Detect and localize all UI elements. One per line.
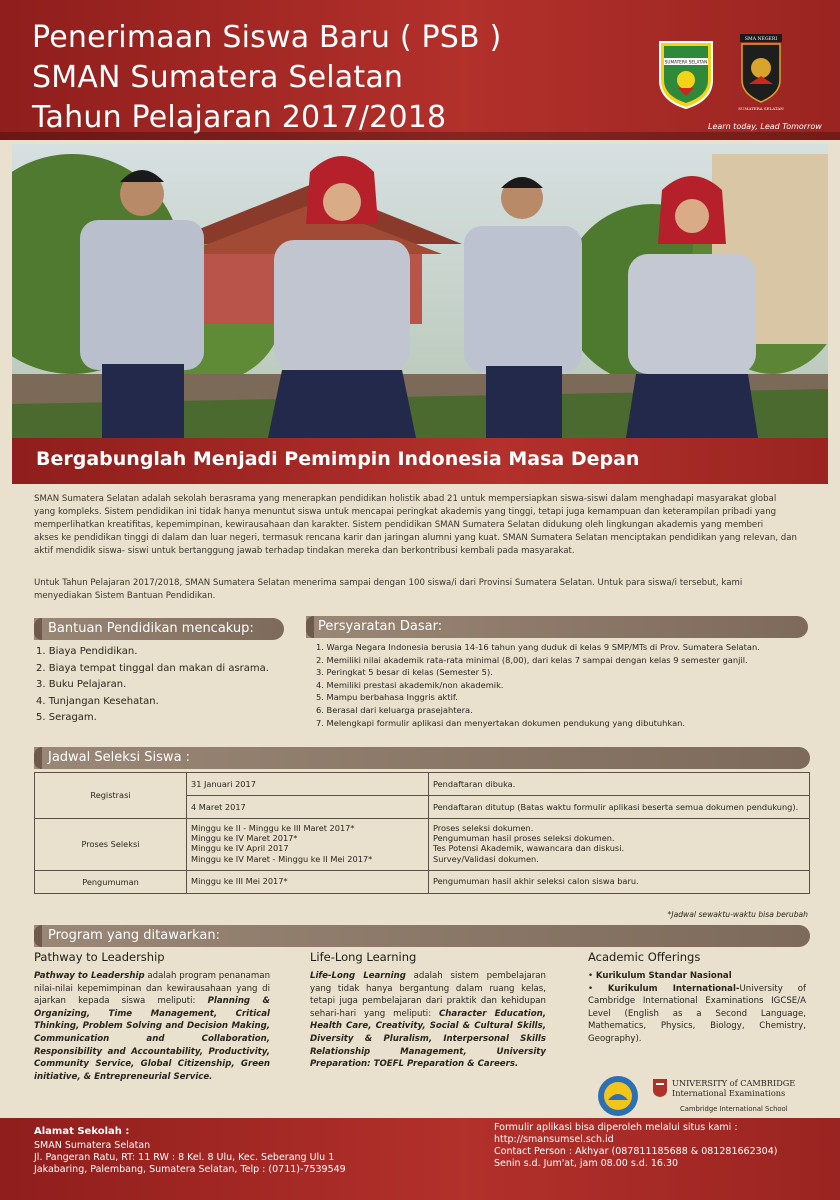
- sma-logo-text-top: SMA NEGERI: [744, 37, 778, 42]
- program-title: Program yang ditawarkan:: [48, 928, 221, 943]
- intro-line: menyediakan Sistem Bantuan Pendidikan.: [34, 591, 216, 601]
- hours-line: Senin s.d. Jum'at, jam 08.00 s.d. 16.30: [494, 1158, 679, 1169]
- list-item: 2. Biaya tempat tinggal dan makan di asrama.: [36, 662, 269, 674]
- header: [0, 0, 840, 140]
- desc-cell: Pendaftaran dibuka.: [429, 773, 809, 796]
- schedule-table: [34, 772, 810, 894]
- title-line-2: SMAN Sumatera Selatan: [32, 60, 404, 95]
- list-item: 3. Buku Pelajaran.: [36, 679, 127, 690]
- col3-title: Academic Offerings: [588, 950, 701, 964]
- students-photo: [12, 144, 828, 438]
- persyaratan-list: [316, 641, 760, 729]
- desc-cell: Pendaftaran ditutup (Batas waktu formulir aplikasi beserta semua dokumen pendukung).: [433, 802, 799, 812]
- row-label: Registrasi: [35, 773, 187, 818]
- date-line: Minggu ke IV April 2017: [191, 843, 289, 854]
- list-item: 2. Memiliki nilai akademik rata-rata minimal (8,00), dari kelas 7 sampai dengan kelas 9 semester ganjil.: [316, 654, 748, 665]
- table-row-proses: [35, 819, 809, 871]
- intro-line: memperlihatkan kreatifitas, kepemimpinan, kewirausahaan dan karakter. Sistem pendidikan SMAN Sumatera Selatan didukung oleh lingkungan akademis yang memberi: [34, 520, 764, 530]
- date-line: Minggu ke IV Maret - Minggu ke II Mei 2017*: [191, 853, 373, 864]
- cambridge-name: UNIVERSITY of CAMBRIDGE: [672, 1078, 796, 1088]
- alamat-line: Jakabaring, Palembang, Sumatera Selatan, Telp : (0711)-7539549: [34, 1164, 346, 1175]
- col1-title: Pathway to Leadership: [34, 950, 165, 964]
- table-row-registrasi: [35, 773, 809, 819]
- desc-line: Pengumuman hasil proses seleksi dokumen.: [433, 833, 615, 844]
- col2-text: adalah sistem pembelajaran yang tidak hanya bergantung dalam ruang kelas, tetapi juga pembelajaran dari praktik dan kehidupan sehari-hari yang meliputi:: [310, 971, 546, 1019]
- sma-logo-text-bottom: SUMATERA SELATAN: [738, 106, 784, 111]
- desc-cell: Pengumuman hasil akhir seleksi calon siswa baru.: [433, 876, 639, 886]
- intro-paragraph: [34, 493, 808, 558]
- cambridge-shield-icon: [652, 1078, 668, 1098]
- program-heading: [34, 925, 810, 947]
- academic-item-1: • Kurikulum Standar Nasional: [588, 971, 732, 981]
- slogan-text: Bergabunglah Menjadi Pemimpin Indonesia Masa Depan: [36, 448, 640, 470]
- jadwal-title: Jadwal Seleksi Siswa :: [48, 750, 191, 765]
- date-cell: Minggu ke III Mei 2017*: [191, 876, 288, 886]
- col2-body: [310, 970, 546, 1071]
- bantuan-list: [36, 644, 269, 727]
- list-item: 4. Tunjangan Kesehatan.: [36, 695, 159, 707]
- kemdikbud-logo: [596, 1074, 640, 1118]
- cambridge-exams: International Examinations: [672, 1088, 786, 1098]
- list-item: 3. Peringkat 5 besar di kelas (Semester 5).: [316, 667, 493, 678]
- date-line: Minggu ke IV Maret 2017*: [191, 833, 298, 844]
- bantuan-title: Bantuan Pendidikan mencakup:: [48, 621, 254, 636]
- sma-negeri-logo: [734, 32, 788, 112]
- alamat-line: SMAN Sumatera Selatan: [34, 1140, 151, 1151]
- col1-body: [34, 970, 270, 1083]
- intro-line: Untuk Tahun Pelajaran 2017/2018, SMAN Sumatera Selatan menerima sampai dengan 100 siswa/i dari Provinsi Sumatera Selatan. Untuk para siswa/i tersebut, kami: [34, 578, 743, 588]
- list-item: 7. Melengkapi formulir aplikasi dan menyertakan dokumen pendukung yang dibutuhkan.: [316, 717, 686, 728]
- intro-line: SMAN Sumatera Selatan adalah sekolah berasrama yang menerapkan pendidikan holistik abad 21 untuk mempersiapkan siswa-siswi dalam menghadapi masyarakat global: [34, 494, 777, 504]
- desc-line: Proses seleksi dokumen.: [433, 823, 534, 833]
- col1-skills: Planning & Organizing, Time Management, Critical Thinking, Problem Solving and Decision Making, Communication and Collaboration, Responsibility and Accountability, Productivity, Community Service, Global Citizenship, Green initiative, & Entrepreneurial Service.: [34, 996, 270, 1082]
- col3-body: [588, 970, 806, 1046]
- persyaratan-title: Persyaratan Dasar:: [318, 619, 443, 634]
- intro-line: akses ke pendidikan tinggi di dalam dan luar negeri, termasuk rencana karir dan jaringan alumni yang kuat. SMAN Sumatera Selatan menciptakan pendidikan yang relevan, dan: [34, 533, 797, 543]
- sumsel-logo-text: SUMATERA SELATAN: [664, 59, 708, 65]
- cambridge-school: Cambridge International School: [680, 1105, 788, 1113]
- desc-line: Survey/Validasi dokumen.: [433, 853, 539, 864]
- list-item: 1. Biaya Pendidikan.: [36, 646, 138, 657]
- row-label: Pengumuman: [35, 871, 187, 893]
- footer: [0, 1118, 840, 1200]
- sumsel-province-logo: [656, 36, 716, 110]
- alamat-title: Alamat Sekolah :: [34, 1126, 130, 1137]
- date-cell: 31 Januari 2017: [187, 773, 428, 796]
- title-line-1: Penerimaan Siswa Baru ( PSB ): [32, 20, 502, 55]
- table-row-pengumuman: [35, 871, 809, 893]
- contact-line: Contact Person : Akhyar (087811185688 & 081281662304): [494, 1146, 778, 1157]
- desc-line: Tes Potensi Akademik, wawancara dan diskusi.: [433, 843, 625, 854]
- schedule-note: *Jadwal sewaktu-waktu bisa berubah: [667, 910, 808, 919]
- intro-line: yang kompleks. Sistem pendidikan ini tidak hanya menuntut siswa untuk mencapai peringkat akademis yang tinggi, tetapi juga kemampuan dan keterampilan pribadi yang: [34, 507, 777, 517]
- col1-lead: Pathway to Leadership: [34, 971, 145, 981]
- col2-lead: Life-Long Learning: [310, 971, 406, 981]
- list-item: 4. Memiliki prestasi akademik/non akademik.: [316, 679, 504, 690]
- col2-skills: Character Education, Health Care, Creativity, Social & Cultural Skills, Diversity & Pluralism, Interpersonal Skills Relationship Management, University Preparation: TOEFL Preparation & Careers.: [310, 1008, 546, 1070]
- list-item: 5. Seragam.: [36, 712, 97, 723]
- title-line-3: Tahun Pelajaran 2017/2018: [32, 100, 447, 135]
- intro-line: aktif mendidik siswa- siswi untuk bertanggung jawab terhadap tindakan mereka dan berkontribusi kembali pada masyarakat.: [34, 546, 575, 556]
- slogan-banner: [12, 438, 828, 484]
- alamat-line: Jl. Pangeran Ratu, RT: 11 RW : 8 Kel. 8 Ulu, Kec. Seberang Ulu 1: [34, 1152, 335, 1163]
- tagline: Learn today, Lead Tomorrow: [708, 122, 822, 131]
- date-cell: 4 Maret 2017: [191, 802, 246, 812]
- website-link[interactable]: http://smansumsel.sch.id: [494, 1134, 614, 1145]
- list-item: 6. Berasal dari keluarga prasejahtera.: [316, 704, 473, 715]
- row-label: Proses Seleksi: [35, 819, 187, 870]
- academic-item-2: • Kurikulum International-University of Cambridge International Examinations IGCSE/A Level (English as a Second Language, Mathematics, Physics, Biology, Chemistry, Geography).: [588, 983, 806, 1044]
- date-line: Minggu ke II - Minggu ke III Maret 2017*: [191, 823, 355, 833]
- persyaratan-heading: [306, 616, 808, 638]
- col1-text: adalah program penanaman nilai-nilai kepemimpinan dan kewirausahaan yang di ajarkan kepada siswa meliputi:: [34, 971, 271, 1007]
- info-line: Formulir aplikasi bisa diperoleh melalui situs kami :: [494, 1122, 738, 1133]
- list-item: 5. Mampu berbahasa Inggris aktif.: [316, 692, 458, 703]
- bantuan-heading: [34, 618, 284, 640]
- list-item: 1. Warga Negara Indonesia berusia 14-16 tahun yang duduk di kelas 9 SMP/MTs di Prov. Sumatera Selatan.: [316, 642, 760, 652]
- col2-title: Life-Long Learning: [310, 950, 417, 964]
- jadwal-heading: [34, 747, 810, 769]
- intro-paragraph-2: [34, 577, 808, 603]
